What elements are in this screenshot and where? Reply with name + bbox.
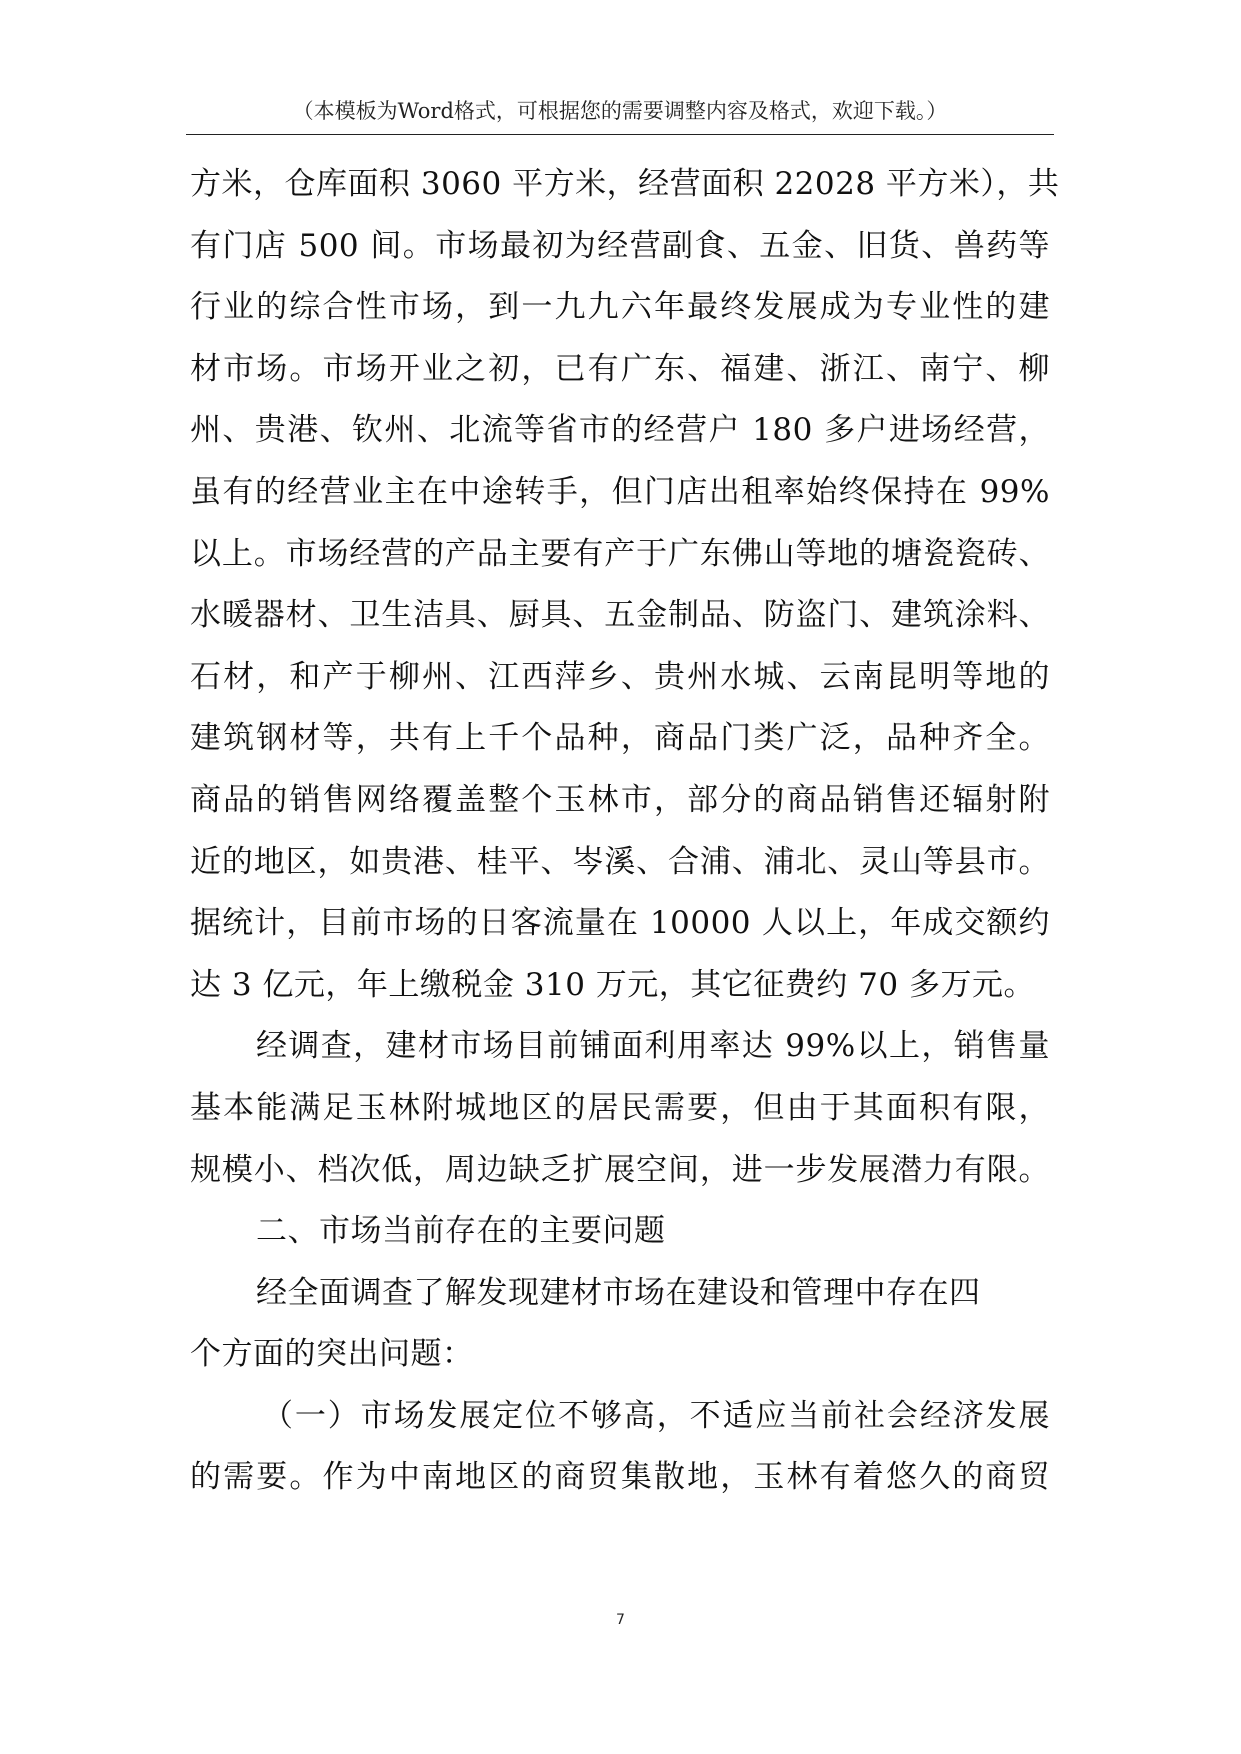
body-line: 经调查，建材市场目前铺面利用率达 99%以上，销售量 [256,1028,1050,1065]
body-line: 经全面调查了解发现建材市场在建设和管理中存在四 [256,1274,981,1311]
document-body [190,154,1060,1509]
body-line: 以上。市场经营的产品主要有产于广东佛山等地的塘瓷瓷砖、 [190,535,1050,572]
body-line: 的需要。作为中南地区的商贸集散地，玉林有着悠久的商贸 [190,1459,1050,1496]
body-line: 个方面的突出问题： [190,1336,474,1373]
body-line: 规模小、档次低，周边缺乏扩展空间，进一步发展潜力有限。 [190,1151,1050,1188]
body-line: 基本能满足玉林附城地区的居民需要，但由于其面积有限， [190,1089,1050,1126]
body-line: 据统计，目前市场的日客流量在 10000 人以上，年成交额约 [190,905,1050,942]
template-notice-text: （本模板为Word格式，可根据您的需要调整内容及格式，欢迎下载。） [292,99,948,123]
body-line: 材市场。市场开业之初，已有广东、福建、浙江、南宁、柳 [190,350,1050,387]
body-line: 商品的销售网络覆盖整个玉林市，部分的商品销售还辐射附 [190,781,1050,818]
body-line: 建筑钢材等，共有上千个品种，商品门类广泛，品种齐全。 [190,720,1050,757]
body-line: 近的地区，如贵港、桂平、岑溪、合浦、浦北、灵山等县市。 [190,843,1050,880]
body-line: 行业的综合性市场，到一九九六年最终发展成为专业性的建 [190,289,1050,326]
subsection-heading-line: （一）市场发展定位不够高，不适应当前社会经济发展 [262,1397,1050,1434]
body-line: 达 3 亿元，年上缴税金 310 万元，其它征费约 70 多万元。 [190,966,1035,1003]
body-line: 州、贵港、钦州、北流等省市的经营户 180 多户进场经营， [190,412,1050,449]
body-line: 有门店 500 间。市场最初为经营副食、五金、旧货、兽药等 [190,227,1050,264]
body-line: 虽有的经营业主在中途转手，但门店出租率始终保持在 99% [190,473,1050,510]
template-notice-header [186,96,1054,135]
page-number: 7 [616,1612,625,1628]
section-heading: 二、市场当前存在的主要问题 [256,1213,666,1250]
body-line: 石材，和产于柳州、江西萍乡、贵州水城、云南昆明等地的 [190,658,1050,695]
body-line: 方米，仓库面积 3060 平方米，经营面积 22028 平方米），共 [190,166,1060,202]
body-line: 水暖器材、卫生洁具、厨具、五金制品、防盗门、建筑涂料、 [190,597,1050,634]
